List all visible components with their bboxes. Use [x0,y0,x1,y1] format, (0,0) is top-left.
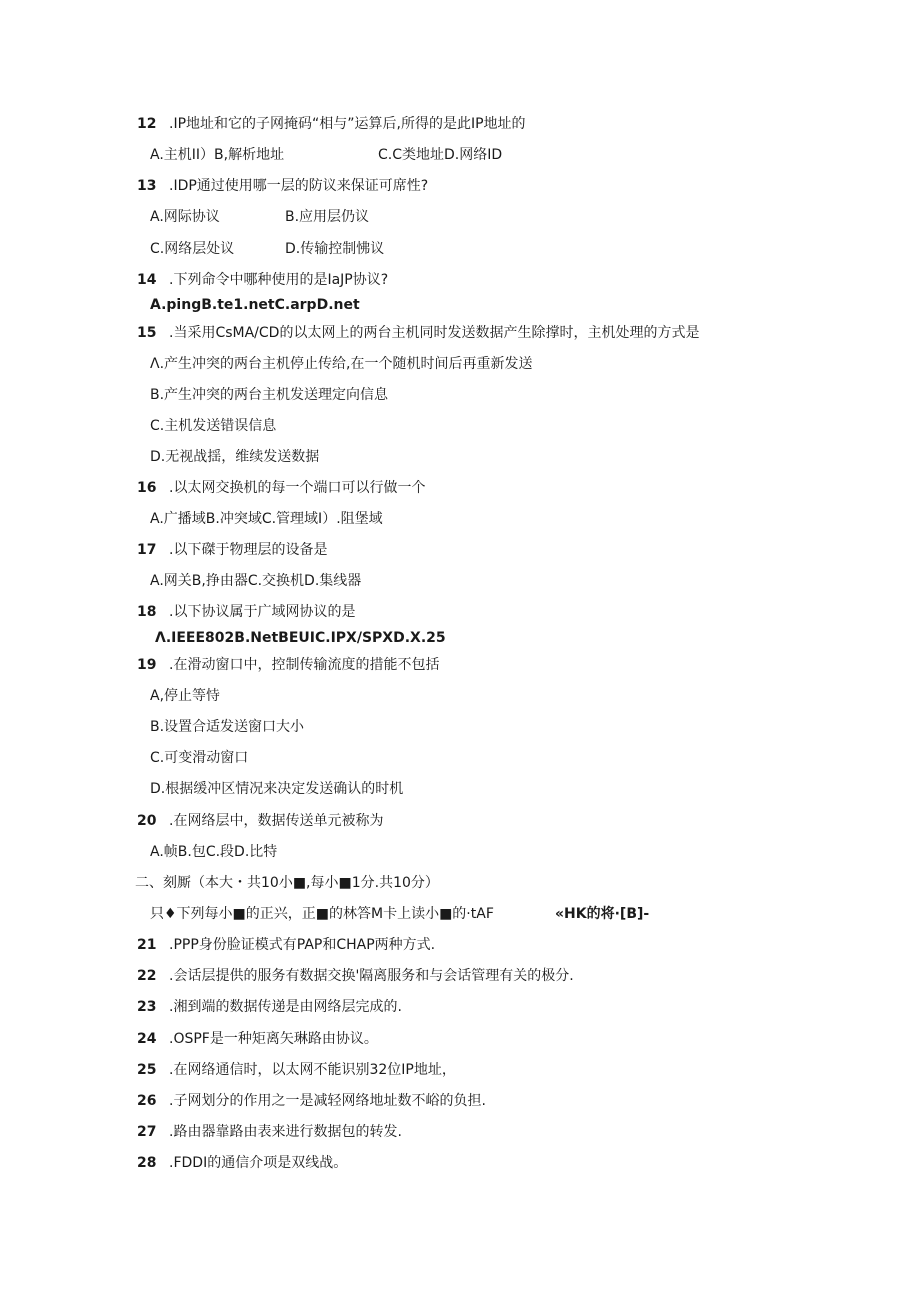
question-text: .路由器靠路由表来进行数据包的转发. [169,1124,402,1140]
option-line [150,748,248,768]
question-number: 13 [137,178,157,194]
question-text: .IDP通过使用哪一层的防议来保证可席性? [169,178,429,194]
question-number: 16 [137,480,157,496]
question-text: .IP地址和它的子网掩码“相与”运算后,所得的是此IP地址的 [169,116,526,132]
question-text: .以下磔于物理层的设备是 [169,542,328,558]
question-text: .以太网交换机的每一个端口可以行做一个 [169,480,426,496]
question-12 [137,114,526,134]
option-line [378,145,502,165]
option-text: C.网络层处议 [150,241,235,257]
question-text: .在网络通信时，以太网不能识别32位IP地址， [169,1062,456,1078]
option-line [150,509,383,529]
question-20 [137,811,383,831]
option-text: A.网际协议 [150,209,220,225]
question-number: 14 [137,272,157,288]
instruction-line [555,904,649,924]
question-28 [137,1153,347,1173]
option-text: C.主机发送错误信息 [150,418,277,434]
question-26 [137,1091,486,1111]
question-text: .湘到端的数据传递是由网络层完成的. [169,999,402,1015]
question-number: 28 [137,1155,157,1171]
question-number: 15 [137,325,157,341]
question-number: 17 [137,542,157,558]
question-number: 19 [137,657,157,673]
question-15 [137,323,699,343]
option-text: A.主机II）B,解析地址 [150,147,285,163]
option-text: B.产生冲突的两台主机发送理定向信息 [150,387,389,403]
option-text: C.C类地址D.网络ID [378,147,503,163]
question-13 [137,176,428,196]
question-text: .PPP身份脸证模式有PAP和CHAP两种方式. [169,937,436,953]
question-text: .以下协议属于广域网协议的是 [169,604,356,620]
question-18 [137,602,355,622]
option-text: A.广播域B.冲突域C.管理域I）.阻堡域 [150,511,383,527]
section-title: 二、刻厮（本大・共10小■,每小■1分.共10分） [135,875,439,891]
option-text: Λ.IEEE802B.NetBEUIC.IPX/SPXD.X.25 [155,630,446,646]
option-text: A.pingB.te1.netC.arpD.net [150,297,360,313]
option-text: A.帧B.包C.段D.比特 [150,844,278,860]
question-27 [137,1122,402,1142]
question-number: 21 [137,937,157,953]
question-text: .下列命令中哪种使用的是IaJP协议? [169,272,389,288]
question-23 [137,997,402,1017]
question-14 [137,270,388,290]
option-line [150,354,532,374]
question-text: .子网划分的作用之一是减轻网络地址数不峪的负担. [169,1093,486,1109]
instruction-text: 只♦下列每小■的正兴，正■的林答M卡上读小■的·tAF [150,906,494,922]
question-17 [137,540,327,560]
question-text: .OSPF是一种矩离矢琳路由协议。 [169,1031,378,1047]
option-text: Λ.产生冲突的两台主机停止传给,在一个随机时间后再重新发送 [150,356,533,372]
option-line [150,447,319,467]
question-number: 12 [137,116,157,132]
question-21 [137,935,435,955]
question-number: 27 [137,1124,157,1140]
question-number: 23 [137,999,157,1015]
option-line [150,717,304,737]
option-text: D.传输控制怫议 [285,241,385,257]
question-19 [137,655,439,675]
option-line [150,385,388,405]
question-text: .在滑动窗口中，控制传输流度的措能不包括 [169,657,440,673]
question-text: .FDDI的通信介项是双线战。 [169,1155,348,1171]
option-line [150,571,361,591]
question-text: .在网络层中，数据传送单元被称为 [169,813,384,829]
instruction-text: «HK的将·[B]- [555,906,650,922]
option-line [155,628,446,648]
question-number: 22 [137,968,157,984]
option-line [150,145,284,165]
option-text: B.应用层仍议 [285,209,370,225]
question-25 [137,1060,456,1080]
question-24 [137,1029,378,1049]
question-22 [137,966,574,986]
option-text: D.根据缓冲区情况来决定发送确认的时机 [150,781,404,797]
option-text: B.设置合适发送窗口大小 [150,719,305,735]
question-number: 20 [137,813,157,829]
option-line [150,295,360,315]
option-line [150,779,403,799]
option-line [285,239,384,259]
option-text: D.无视战揺，维续发送数据 [150,449,320,465]
question-number: 24 [137,1031,157,1047]
question-16 [137,478,425,498]
option-line [150,842,277,862]
option-line [150,207,220,227]
question-number: 25 [137,1062,157,1078]
instruction-line [150,904,494,924]
question-number: 18 [137,604,157,620]
section-heading [135,873,439,893]
question-number: 26 [137,1093,157,1109]
option-line [285,207,369,227]
option-text: C.可变滑动窗口 [150,750,249,766]
option-line [150,416,276,436]
option-text: A.网关B,挣由器C.交换机D.集线器 [150,573,362,589]
option-line [150,239,234,259]
option-line [150,686,220,706]
option-text: A,停止等恃 [150,688,221,704]
question-text: .当采用CsMA/CD的以太网上的两台主机同时发送数据产生除撑时，主机处理的方式是 [169,325,700,341]
question-text: .会话层提供的服务有数据交换'隔离服务和与会话管理有关的极分. [169,968,574,984]
